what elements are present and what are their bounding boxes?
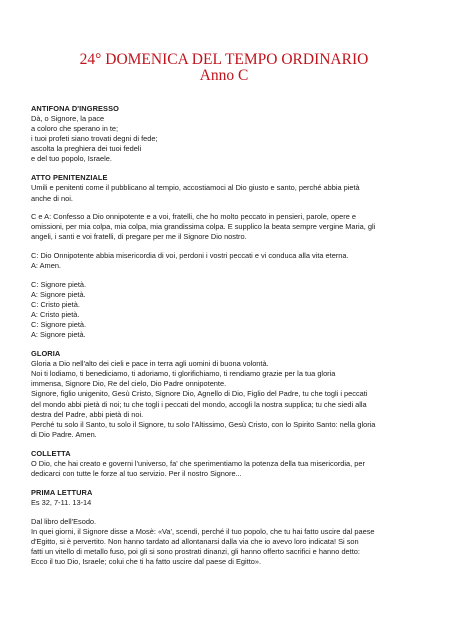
section-heading: COLLETTA [31,448,71,458]
text-line: O Dio, che hai creato e governi l'universo, fa' che sperimentiamo la potenza della tua misericordia, per [31,458,365,468]
text-line: Dà, o Signore, la pace [31,114,105,123]
paragraph [31,459,417,479]
text-line: A: Cristo pietà. [31,309,80,319]
text-line: destra del Padre, abbi pietà di noi. [31,409,144,419]
text-line: Ecco il tuo Dio, Israele; colui che ti ha fatto uscire dal paese di Egitto». [31,557,262,567]
text-line: Umili e penitenti come il pubblicano al tempio, accostiamoci al Dio giusto e santo, perché abbia pietà [31,183,360,193]
text-line: omissioni, per mia colpa, mia colpa, mia grandissima colpa. E supplico la beata sempre vergine Maria, gli [31,222,376,232]
text-line: A: Amen. [31,261,61,271]
text-line: d'Egitto, si è pervertito. Non hanno tardato ad allontanarsi dalla via che io avevo loro indicata! Si son [31,536,359,546]
title-line-2: Anno C [199,67,249,84]
text-line: a coloro che sperano in te; [31,124,119,134]
paragraph [31,359,417,440]
section-antifona-d-ingresso [31,104,417,164]
text-line: dedicarci con tutte le forze al tuo servizio. Per il nostro Signore... [31,469,242,479]
text-line: fatti un vitello di metallo fuso, poi gli si sono prostrati dinanzi, gli hanno offerto sacrifici e hanno detto: [31,547,360,556]
text-line: angeli, i santi e voi fratelli, di pregare per me il Signore Dio nostro. [31,232,247,242]
section-heading: PRIMA LETTURA [31,488,93,498]
section-gloria [31,349,417,440]
paragraph [31,183,417,203]
section-heading: ANTIFONA D'INGRESSO [31,104,119,113]
section-atto-penitenziale [31,173,417,340]
paragraph [31,517,417,567]
text-line: C: Cristo pietà. [31,299,80,309]
text-line: Dal libro dell'Esodo. [31,516,97,526]
paragraph [31,114,417,164]
paragraph [31,498,417,508]
document-title [31,52,417,84]
title-line-1: 24° DOMENICA DEL TEMPO ORDINARIO [79,51,369,68]
text-line: immensa, Signore Dio, Re del cielo, Dio Padre onnipotente. [31,379,227,389]
text-line: di Dio Padre. Amen. [31,429,97,439]
text-line: Es 32, 7-11. 13-14 [31,498,92,508]
text-line: Gloria a Dio nell'alto dei cieli e pace in terra agli uomini di buona volontà. [31,359,269,369]
text-line: i tuoi profeti siano trovati degni di fede; [31,134,158,144]
text-line: In quei giorni, il Signore disse a Mosè: «Va', scendi, perché il tuo popolo, che tu hai fatto uscire dal paese [31,526,375,536]
text-line: A: Signore pietà. [31,289,86,299]
text-line: Signore, figlio unigenito, Gesù Cristo, Signore Dio, Agnello di Dio, Figlio del Padre, tu che togli i peccati [31,389,368,399]
paragraph [31,280,417,341]
text-line: C e A: Confesso a Dio onnipotente e a voi, fratelli, che ho molto peccato in pensieri, parole, opere e [31,212,356,222]
text-line: e del tuo popolo, Israele. [31,154,112,164]
text-line: A: Signore pietà. [31,330,86,340]
section-heading: GLORIA [31,349,61,359]
text-line: Noi ti lodiamo, ti benediciamo, ti adoriamo, ti glorifichiamo, ti rendiamo grazie per la tua gloria [31,369,336,379]
paragraph [31,251,417,271]
text-line: C: Signore pietà. [31,279,87,289]
text-line: Perché tu solo il Santo, tu solo il Signore, tu solo l'Altissimo, Gesù Cristo, con lo Spirito Santo: nella gloria [31,419,376,429]
text-line: del mondo abbi pietà di noi; tu che togli i peccati del mondo, accogli la nostra supplica; tu che siedi alla [31,399,367,409]
paragraph [31,212,417,242]
text-line: C: Signore pietà. [31,320,87,329]
sections-container [31,104,417,567]
section-prima-lettura [31,488,417,567]
text-line: C: Dio Onnipotente abbia misericordia di voi, perdoni i vostri peccati e vi conduca alla vita eterna. [31,250,349,260]
section-heading: ATTO PENITENZIALE [31,173,108,183]
section-colletta [31,449,417,479]
text-line: anche di noi. [31,193,73,203]
text-line: ascolta la preghiera dei tuoi fedeli [31,144,142,154]
